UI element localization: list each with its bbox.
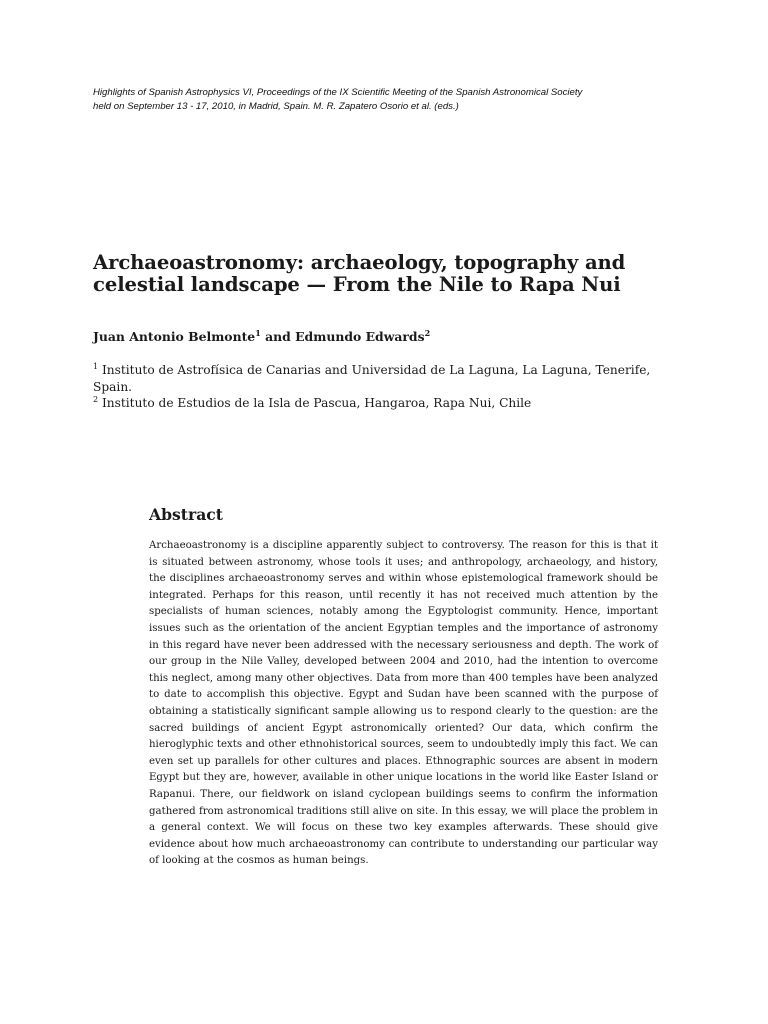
- affiliation-text: Instituto de Astrofísica de Canarias and Universidad de La Laguna, La Laguna, Tenerife, Spain.: [93, 363, 651, 394]
- affiliation-mark: 1: [93, 361, 99, 371]
- affiliation-mark: 2: [93, 394, 99, 404]
- proceedings-header: [93, 86, 693, 114]
- proceedings-line-1: Highlights of Spanish Astrophysics VI, Proceedings of the IX Scientific Meeting of the Spanish Astronomical Society: [93, 87, 583, 98]
- author-name: Edmundo Edwards: [295, 329, 425, 344]
- author-list: [93, 329, 693, 345]
- author-separator: and: [260, 329, 296, 344]
- author-affiliation-mark: 2: [424, 327, 431, 338]
- affiliation-list: [93, 362, 693, 412]
- affiliation-item: [93, 395, 693, 412]
- paper-title-line-1: Archaeoastronomy: archaeology, topography and: [93, 251, 626, 274]
- proceedings-line-2: held on September 13 - 17, 2010, in Madrid, Spain. M. R. Zapatero Osorio et al. (eds.): [93, 101, 459, 112]
- paper-title: [93, 252, 693, 296]
- abstract-heading: Abstract: [149, 505, 224, 524]
- abstract-body: Archaeoastronomy is a discipline apparently subject to controversy. The reason for this is that it is situated between astronomy, whose tools it uses; and anthropology, archaeology, and history, the disciplines archaeoastronomy serves and within whose epistemological framework should be integrated. Perhaps for this reason, until recently it has not received much attention by the specialists of human sciences, notably among the Egyptologist community. Hence, important issues such as the orientation of the ancient Egyptian temples and the importance of astronomy in this regard have never been addressed with the necessary seriousness and depth. The work of our group in the Nile Valley, developed between 2004 and 2010, had the intention to overcome this neglect, among many other objectives. Data from more than 400 temples have been analyzed to date to accomplish this objective. Egypt and Sudan have been scanned with the purpose of obtaining a statistically significant sample allowing us to respond clearly to the question: are the sacred buildings of ancient Egypt astronomically oriented? Our data, which confirm the hieroglyphic texts and other ethnohistorical sources, seem to undoubtedly imply this fact. We can even set up parallels for other cultures and places. Ethnographic sources are absent in modern Egypt but they are, however, available in other unique locations in the world like Easter Island or Rapanui. There, our fieldwork on island cyclopean buildings seems to confirm the information gathered from astronomical traditions still alive on site. In this essay, we will place the problem in a general context. We will focus on these two key examples afterwards. These should give evidence about how much archaeoastronomy can contribute to understanding our particular way of looking at the cosmos as human beings.: [149, 540, 658, 867]
- paper-title-line-2: celestial landscape — From the Nile to Rapa Nui: [93, 273, 621, 296]
- author-name: Juan Antonio Belmonte: [93, 329, 256, 344]
- affiliation-item: [93, 362, 693, 395]
- affiliation-text: Instituto de Estudios de la Isla de Pascua, Hangaroa, Rapa Nui, Chile: [98, 396, 532, 410]
- author-affiliation-mark: 1: [255, 327, 261, 338]
